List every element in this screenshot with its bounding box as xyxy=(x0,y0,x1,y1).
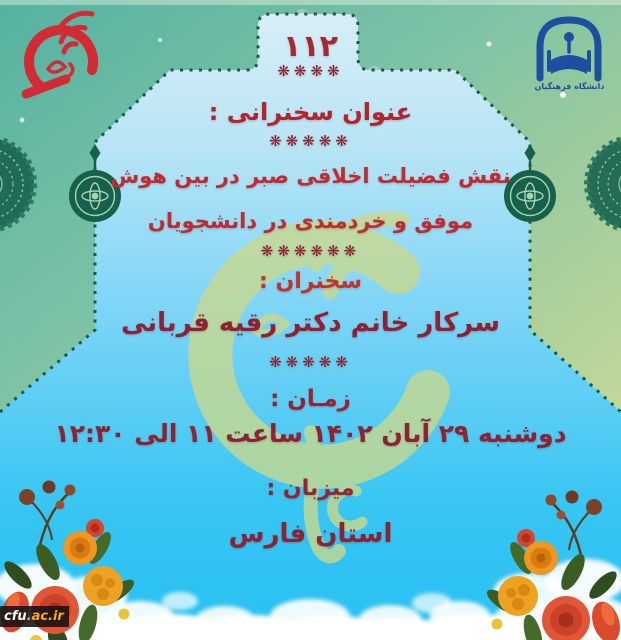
host-label: میزبان : xyxy=(266,476,355,501)
separator-row-1: ❋❋❋❋ xyxy=(277,62,344,80)
speaker-name: سرکار خانم دکتر رقیه قربانی xyxy=(121,308,500,338)
separator-row-4: ❋❋❋❋❋ xyxy=(269,353,352,371)
time-label: زمـان : xyxy=(270,386,351,412)
host-value: استان فارس xyxy=(228,519,393,549)
lecture-title-label: عنوان سخنرانی : xyxy=(208,98,413,126)
separator-row-3: ❋❋❋❋❋❋ xyxy=(260,242,361,260)
website-badge[interactable] xyxy=(0,606,69,627)
lecture-title-line2: موفق و خردمندی در دانشجویان xyxy=(147,209,474,233)
farhangian-university-caption: دانشگاه فرهنگیان xyxy=(534,82,605,91)
lecture-title-line1: نقش فضیلت اخلاقی صبر در بین هوش xyxy=(110,164,511,188)
separator-row-2: ❋❋❋❋❋ xyxy=(269,132,352,150)
speaker-label: سخنران : xyxy=(259,269,362,294)
time-value: دوشنبه ۲۹ آبان ۱۴۰۲ ساعت ۱۱ الی ۱۲:۳۰ xyxy=(54,419,567,448)
website-prefix: cfu xyxy=(4,609,27,624)
website-suffix: .ac.ir xyxy=(26,609,64,624)
serial-number: ۱۱۲ xyxy=(283,29,338,64)
